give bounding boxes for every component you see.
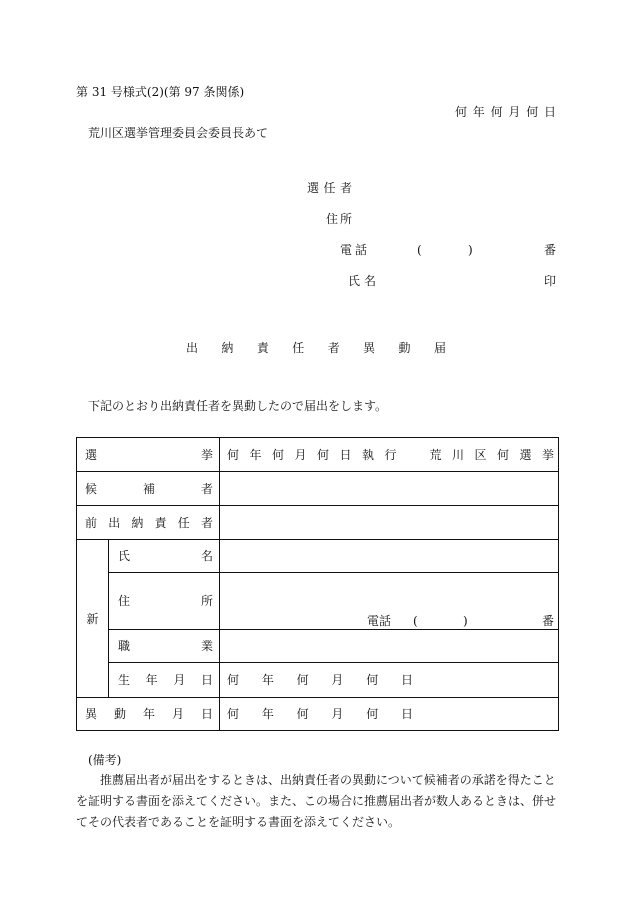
candidate-label: 候補者 bbox=[85, 481, 214, 496]
notes-heading: (備考) bbox=[88, 753, 122, 767]
row-new-name bbox=[77, 540, 559, 573]
election-value: 何年何月何日執行 荒川区何選挙 bbox=[227, 447, 555, 462]
appointer-phone-open-paren: ( bbox=[417, 243, 422, 257]
change-date-value-cell bbox=[220, 698, 559, 731]
new-birth-date-label: 生年月日 bbox=[118, 673, 214, 687]
new-birth-date-label-cell bbox=[109, 663, 220, 698]
change-date-value: 何年何月何日 bbox=[227, 707, 414, 721]
seal-mark: 印 bbox=[544, 274, 557, 288]
candidate-label-cell bbox=[77, 472, 220, 506]
new-birth-date-value-cell bbox=[220, 663, 559, 698]
new-birth-date-value: 何年何月何日 bbox=[227, 673, 414, 687]
change-date-label: 異動年月日 bbox=[85, 707, 214, 721]
new-name-label: 氏名 bbox=[118, 549, 214, 563]
notes-line: てその代表者であることを証明する書面を添えてください。 bbox=[76, 815, 401, 829]
former-treasurer-label-cell bbox=[77, 506, 220, 540]
row-new-birth-date bbox=[77, 663, 559, 698]
document-title: 出納責任者異動届 bbox=[186, 341, 446, 355]
addressee: 荒川区選挙管理委員会委員長あて bbox=[88, 126, 269, 140]
election-label: 選挙 bbox=[85, 447, 214, 462]
form-number: 第 31 号様式(2)(第 97 条関係) bbox=[76, 85, 245, 99]
change-date-label-cell bbox=[77, 698, 220, 731]
row-candidate bbox=[77, 472, 559, 506]
row-election bbox=[77, 438, 559, 472]
appointer-name-label: 氏名 bbox=[348, 274, 376, 288]
appointer-phone-suffix: 番 bbox=[544, 243, 557, 257]
new-phone-suffix: 番 bbox=[542, 614, 555, 628]
intro-text: 下記のとおり出納責任者を異動したので届出をします。 bbox=[88, 399, 388, 413]
submission-date: 何年何月何日 bbox=[455, 105, 556, 119]
appointer-role: 選任者 bbox=[307, 181, 352, 195]
new-address-value-cell bbox=[220, 573, 559, 630]
new-occupation-label-cell bbox=[109, 630, 220, 663]
notes-line: を証明する書面を添えてください。また、この場合に推薦届出者が数人あるときは、併せ bbox=[76, 794, 557, 808]
appointer-address-label: 住所 bbox=[326, 212, 352, 226]
row-former-treasurer bbox=[77, 506, 559, 540]
form-table bbox=[76, 437, 559, 731]
new-phone-label: 電話 bbox=[367, 614, 392, 628]
row-change-date bbox=[77, 698, 559, 731]
notes-line: 推薦届出者が届出をするときは、出納責任者の異動について候補者の承諾を得たこと bbox=[100, 773, 556, 787]
new-address-box bbox=[220, 573, 558, 629]
election-value-cell bbox=[220, 438, 559, 472]
new-name-label-cell bbox=[109, 540, 220, 573]
new-phone-close-paren: ) bbox=[463, 614, 468, 628]
new-name-value-cell bbox=[220, 540, 559, 573]
new-occupation-label: 職業 bbox=[118, 639, 214, 653]
row-new-address bbox=[77, 573, 559, 630]
appointer-phone-close-paren: ) bbox=[468, 243, 473, 257]
row-new-occupation bbox=[77, 630, 559, 663]
former-treasurer-value-cell bbox=[220, 506, 559, 540]
new-occupation-value-cell bbox=[220, 630, 559, 663]
appointer-phone-label: 電話 bbox=[340, 243, 367, 257]
election-label-cell bbox=[77, 438, 220, 472]
new-address-label-cell bbox=[109, 573, 220, 630]
new-address-label: 住所 bbox=[118, 594, 214, 608]
candidate-value-cell bbox=[220, 472, 559, 506]
new-group-label: 新 bbox=[86, 611, 99, 626]
new-phone-open-paren: ( bbox=[413, 614, 418, 628]
former-treasurer-label: 前出納責任者 bbox=[85, 515, 214, 530]
new-group-cell bbox=[77, 540, 109, 698]
